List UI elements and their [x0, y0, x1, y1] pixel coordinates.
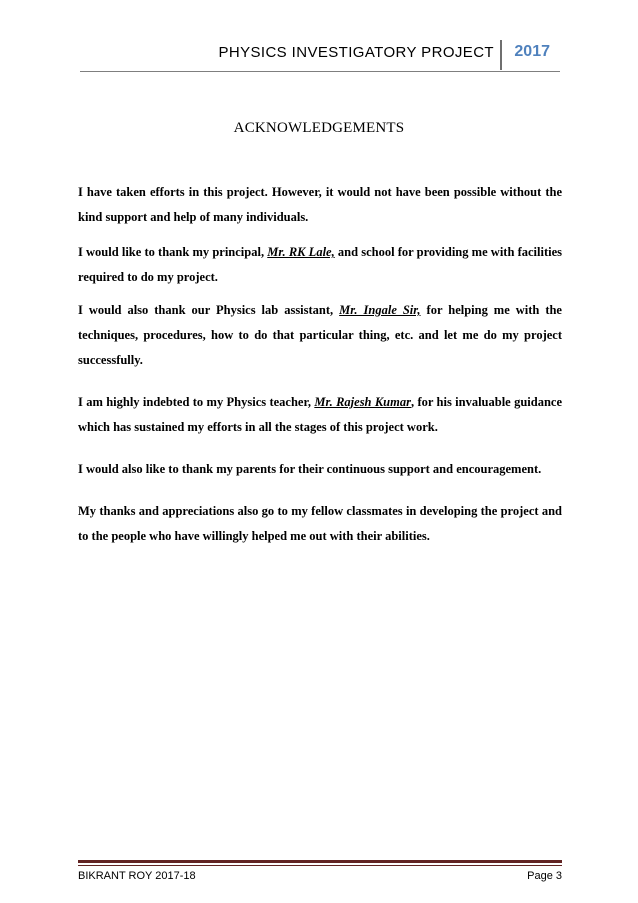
footer-rule-thick — [78, 860, 562, 863]
paragraph-teacher — [78, 390, 562, 440]
lab-assistant-name: Mr. Ingale Sir, — [339, 303, 421, 317]
paragraph-classmates: My thanks and appreciations also go to my fellow classmates in developing the project and to the people who have willingly helped me out with their abilities. — [78, 504, 562, 543]
paragraph-lab-assistant — [78, 298, 562, 373]
paragraph-principal-lead: I would like to thank my principal, — [78, 245, 268, 259]
footer-author: BIKRANT ROY 2017-18 — [78, 870, 196, 882]
footer-page-number: Page 3 — [527, 870, 562, 882]
page-header — [80, 40, 560, 74]
paragraph-lab-assistant-tail: for helping me with the techniques, procedures, how to do that particular thing, etc. and let me do my project successfully. — [78, 303, 562, 367]
paragraph-lab-assistant-lead: I would also thank our Physics lab assistant, — [78, 303, 340, 317]
header-rule — [80, 71, 560, 72]
paragraph-teacher-tail: , for his invaluable guidance which has sustained my efforts in all the stages of this project work. — [78, 395, 562, 434]
header-year: 2017 — [514, 43, 550, 60]
paragraph-efforts: I have taken efforts in this project. However, it would not have been possible without the kind support and help of many individuals. — [78, 185, 562, 224]
header-divider — [500, 40, 502, 70]
paragraph-principal-tail: and school for providing me with facilities required to do my project. — [78, 245, 563, 284]
teacher-name: Mr. Rajesh Kumar — [314, 395, 411, 409]
page-title: ACKNOWLEDGEMENTS — [233, 120, 405, 136]
paragraph-teacher-lead: I am highly indebted to my Physics teacher, — [78, 395, 315, 409]
header-title: PHYSICS INVESTIGATORY PROJECT — [218, 44, 494, 61]
paragraph-parents: I would also like to thank my parents for their continuous support and encouragement. — [78, 462, 542, 476]
acknowledgement-body — [78, 180, 562, 549]
paragraph-principal — [78, 240, 562, 290]
footer-rule-thin — [78, 865, 562, 866]
principal-name: Mr. RK Lale, — [267, 245, 335, 259]
